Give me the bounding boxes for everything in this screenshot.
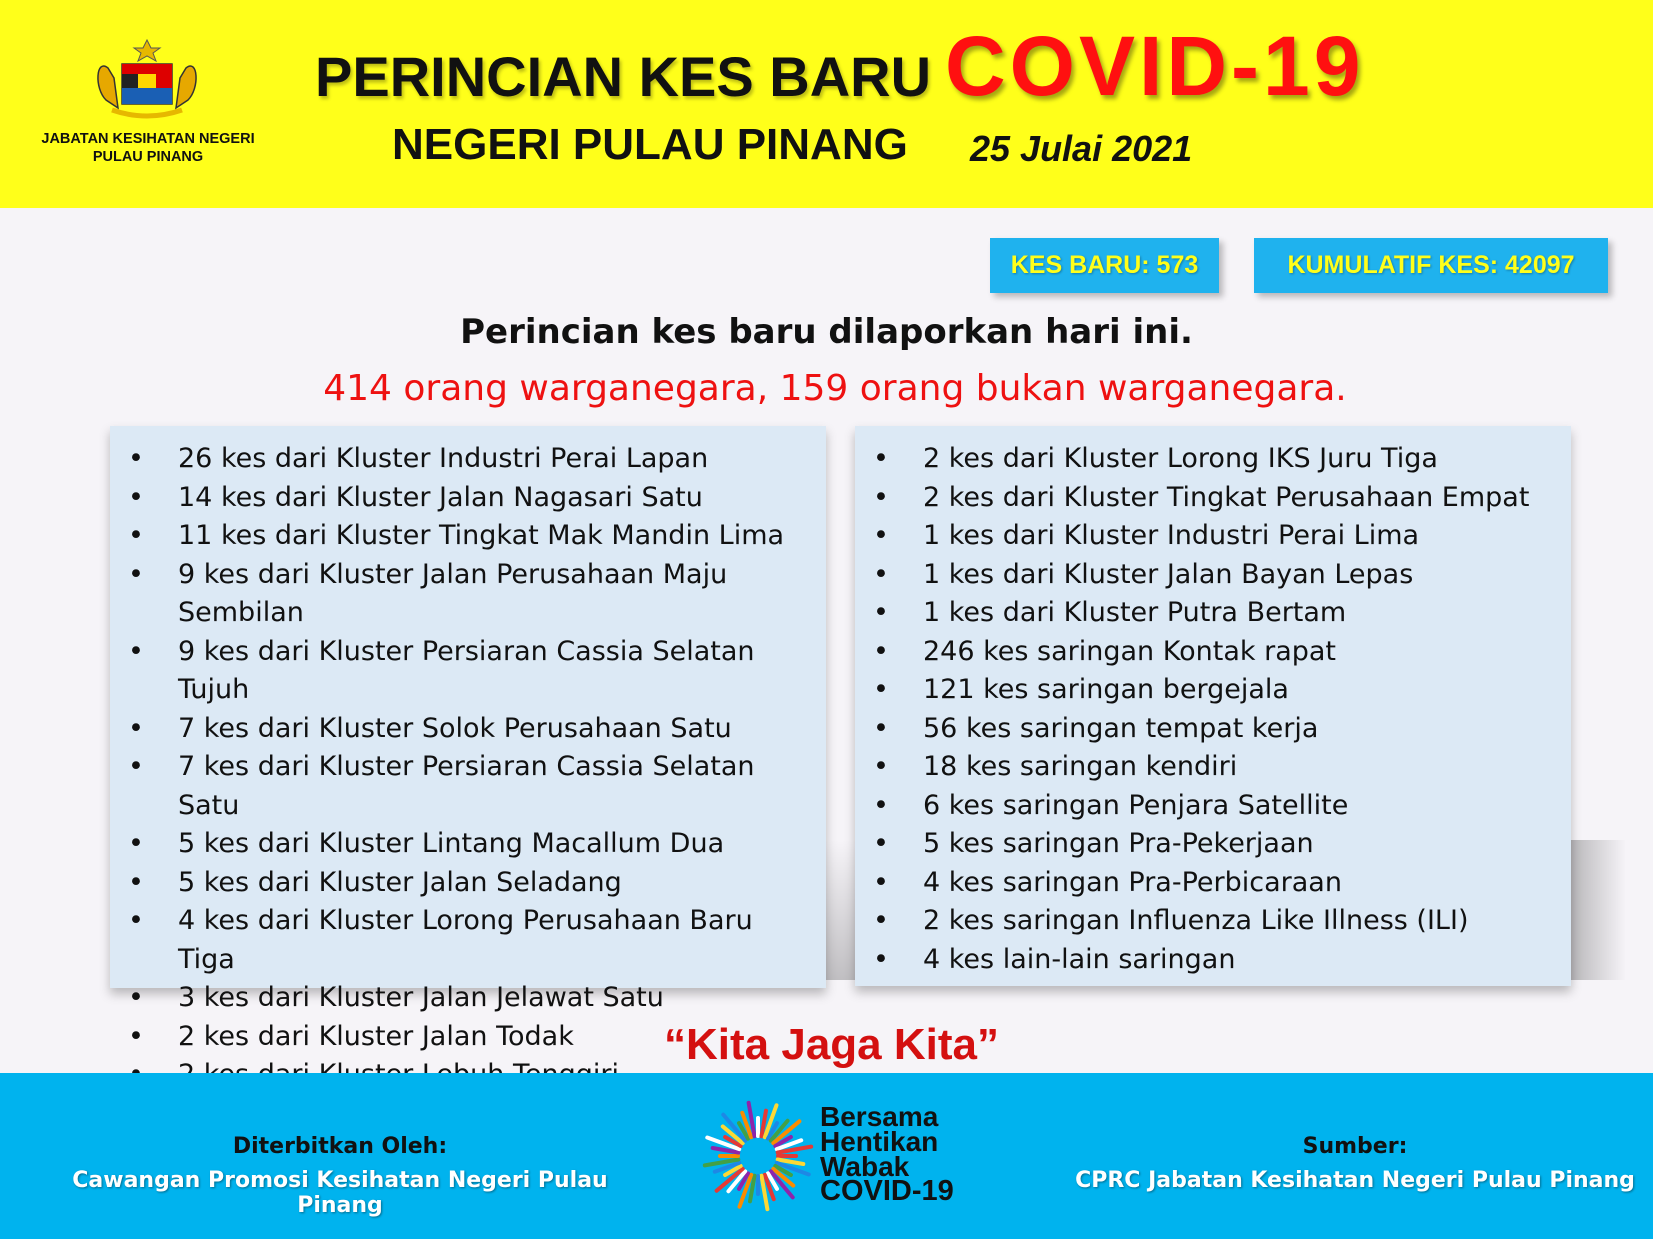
case-list-item	[110, 748, 826, 825]
campaign-line-2: Hentikan	[820, 1126, 939, 1157]
report-date: 25 Julai 2021	[970, 128, 1193, 169]
case-list-text: 1 kes dari Kluster Putra Bertam	[923, 597, 1347, 628]
bullet-icon: •	[873, 635, 889, 667]
bullet-icon: •	[128, 866, 144, 898]
case-list-item	[855, 556, 1571, 595]
case-list-item	[110, 864, 826, 903]
case-list-text: 18 kes saringan kendiri	[923, 751, 1238, 782]
case-list-item	[110, 902, 826, 979]
left-case-list	[110, 426, 826, 1095]
bullet-icon: •	[128, 443, 144, 474]
department-name	[20, 130, 276, 166]
department-line-2: PULAU PINANG	[92, 149, 204, 165]
state-title: NEGERI PULAU PINANG	[392, 120, 908, 169]
case-list-item	[110, 825, 826, 864]
campaign-slogan	[820, 1101, 954, 1207]
header-banner	[0, 0, 1653, 208]
case-list-item	[110, 556, 826, 633]
case-list-text: 2 kes dari Kluster Tingkat Perusahaan Empat	[923, 481, 1530, 513]
citizenship-breakdown: 414 orang warganegara, 159 orang bukan warganegara.	[323, 368, 1347, 409]
case-list-text: 3 kes dari Kluster Jalan Jelawat Satu	[178, 982, 664, 1013]
case-list-item	[110, 710, 826, 749]
bullet-icon: •	[873, 751, 889, 782]
left-case-panel	[110, 426, 826, 1052]
panel-shadow	[1571, 840, 1626, 980]
case-list-text: 5 kes saringan Pra-Pekerjaan	[923, 828, 1314, 859]
case-list-item	[110, 633, 826, 710]
bullet-icon: •	[128, 520, 144, 551]
case-list-text: 7 kes dari Kluster Persiaran Cassia Selatan Satu	[178, 751, 755, 821]
case-list-item	[110, 979, 826, 1018]
case-list-text: 26 kes dari Kluster Industri Perai Lapan	[178, 443, 709, 474]
publisher-label: Diterbitkan Oleh:	[232, 1134, 448, 1159]
bullet-icon: •	[873, 828, 889, 859]
department-line-1: JABATAN KESIHATAN NEGERI	[41, 131, 255, 147]
case-list-text: 9 kes dari Kluster Persiaran Cassia Selatan Tujuh	[178, 635, 755, 705]
case-list-text: 121 kes saringan bergejala	[923, 674, 1289, 705]
bullet-icon: •	[873, 866, 889, 898]
case-list-text: 2 kes saringan Influenza Like Illness (ILI)	[923, 905, 1469, 936]
cumulative-cases-badge: KUMULATIF KES: 42097	[1254, 238, 1608, 293]
case-list-text: 2 kes dari Kluster Jalan Todak	[178, 1020, 574, 1052]
coat-of-arms-icon	[88, 38, 206, 122]
new-cases-badge: KES BARU: 573	[990, 238, 1219, 293]
bullet-icon: •	[873, 520, 889, 551]
bullet-icon: •	[873, 481, 889, 513]
case-list-item	[855, 671, 1571, 710]
panel-shadow	[826, 840, 855, 980]
case-list-text: 7 kes dari Kluster Solok Perusahaan Satu	[178, 712, 732, 744]
case-list-text: 9 kes dari Kluster Jalan Perusahaan Maju Sembilan	[178, 558, 728, 628]
publisher-name: Cawangan Promosi Kesihatan Negeri Pulau Pinang	[72, 1168, 608, 1218]
bullet-icon: •	[873, 597, 889, 628]
bullet-icon: •	[128, 828, 144, 859]
bullet-icon: •	[128, 712, 144, 744]
right-case-list	[855, 426, 1571, 979]
case-list-text: 1 kes dari Kluster Jalan Bayan Lepas	[923, 558, 1414, 590]
campaign-line-3: Wabak	[820, 1151, 910, 1182]
bullet-icon: •	[128, 1020, 144, 1052]
case-list-text: 5 kes dari Kluster Lintang Macallum Dua	[178, 828, 725, 859]
case-list-text: 5 kes dari Kluster Jalan Seladang	[178, 866, 622, 898]
right-case-panel	[855, 426, 1571, 986]
bullet-icon: •	[873, 443, 889, 474]
bullet-icon: •	[128, 635, 144, 667]
case-list-item	[110, 479, 826, 518]
bullet-icon: •	[873, 558, 889, 590]
case-list-text: 1 kes dari Kluster Industri Perai Lima	[923, 520, 1420, 551]
bullet-icon: •	[128, 481, 144, 513]
campaign-line-1: Bersama	[820, 1101, 939, 1132]
case-list-text: 56 kes saringan tempat kerja	[923, 712, 1319, 744]
case-list-text: 4 kes lain-lain saringan	[923, 943, 1236, 975]
slogan: “Kita Jaga Kita”	[664, 1020, 999, 1069]
case-list-item	[855, 902, 1571, 941]
bullet-icon: •	[873, 905, 889, 936]
case-list-text: 14 kes dari Kluster Jalan Nagasari Satu	[178, 481, 703, 513]
bullet-icon: •	[128, 982, 144, 1013]
source-name: CPRC Jabatan Kesihatan Negeri Pulau Pinang	[1075, 1168, 1635, 1193]
bullet-icon: •	[873, 789, 889, 821]
source-label: Sumber:	[1302, 1134, 1408, 1159]
case-list-item	[855, 440, 1571, 479]
summary-heading: Perincian kes baru dilaporkan hari ini.	[460, 312, 1193, 352]
case-list-item	[110, 440, 826, 479]
bullet-icon: •	[873, 712, 889, 744]
bullet-icon: •	[128, 905, 144, 936]
covid-title: COVID-19	[945, 19, 1365, 113]
case-list-text: 4 kes dari Kluster Lorong Perusahaan Baru Tiga	[178, 905, 753, 975]
case-list-text: 11 kes dari Kluster Tingkat Mak Mandin Lima	[178, 520, 785, 551]
case-list-text: 4 kes saringan Pra-Perbicaraan	[923, 866, 1342, 898]
bullet-icon: •	[873, 674, 889, 705]
bullet-icon: •	[128, 558, 144, 590]
case-list-item	[855, 748, 1571, 787]
case-list-item	[110, 517, 826, 556]
case-list-text: 6 kes saringan Penjara Satellite	[923, 789, 1349, 821]
case-list-item	[855, 864, 1571, 903]
case-list-item	[855, 479, 1571, 518]
case-list-item	[855, 633, 1571, 672]
case-list-text: 2 kes dari Kluster Lorong IKS Juru Tiga	[923, 443, 1438, 474]
bullet-icon: •	[128, 751, 144, 782]
case-list-item	[855, 594, 1571, 633]
case-list-item	[855, 825, 1571, 864]
page-title: PERINCIAN KES BARU	[315, 45, 932, 108]
case-list-item	[855, 787, 1571, 826]
bullet-icon: •	[873, 943, 889, 975]
campaign-burst-icon	[698, 1096, 818, 1216]
case-list-item	[855, 517, 1571, 556]
case-list-item	[855, 710, 1571, 749]
campaign-line-4: COVID-19	[820, 1175, 954, 1207]
case-list-item	[855, 941, 1571, 980]
case-list-text: 246 kes saringan Kontak rapat	[923, 635, 1337, 667]
